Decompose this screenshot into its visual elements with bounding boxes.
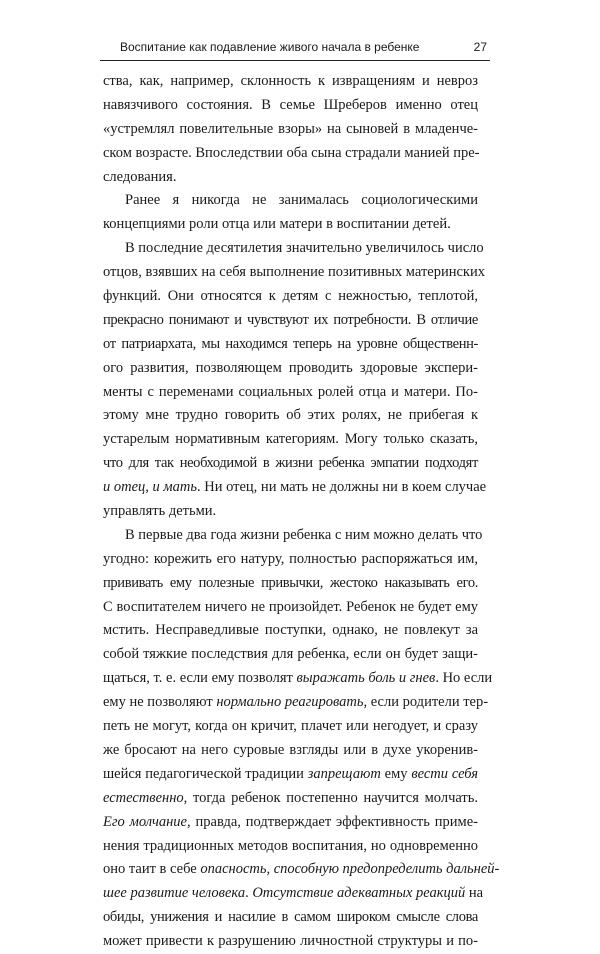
text-line (103, 572, 478, 596)
text-segment: шейся педагогической традиции (103, 765, 308, 782)
text-segment: прививать ему полезные привычки, жестоко наказывать его. (103, 574, 478, 591)
running-title: Воспитание как подавление живого начала в ребенке (120, 40, 420, 54)
text-segment: шее развитие человека (103, 885, 246, 902)
text-line (103, 237, 484, 261)
text-line (103, 596, 478, 620)
text-line (103, 930, 478, 954)
text-line (103, 548, 478, 572)
text-segment: этому мне трудно говорить об этих ролях, не прибегая к (103, 407, 478, 424)
text-segment: Отсутствие адекватных реакций (252, 885, 466, 902)
text-line (103, 906, 478, 930)
text-segment: функций. Они относятся к детям с нежностью, теплотой, (103, 288, 478, 305)
text-segment: на (465, 885, 484, 902)
running-header (100, 38, 490, 61)
text-segment: запрещают (307, 765, 381, 782)
text-segment: опасность, способную предопределить дальней- (200, 861, 500, 878)
text-segment: . (245, 885, 253, 902)
text-line (103, 381, 478, 405)
text-segment: ства, как, например, склонность к извращениям и невроз (103, 73, 478, 89)
text-segment: может привести к разрушению личностной структуры и по- (103, 933, 478, 950)
text-segment: устарелым нормативным категориям. Могу только сказать, (103, 431, 478, 448)
text-segment: В первые два года жизни ребенка с ним можно делать что (125, 526, 483, 543)
text-line (103, 142, 478, 166)
text-line (103, 619, 478, 643)
text-segment: собой тяжкие последствия для ребенка, если он будет защи- (103, 646, 478, 663)
text-line (103, 811, 478, 835)
text-line (103, 94, 478, 118)
text-segment: С воспитателем ничего не произойдет. Ребенок не будет ему (103, 598, 478, 615)
text-line (103, 882, 484, 906)
text-line (103, 787, 478, 811)
text-line (103, 118, 478, 142)
text-segment: , тогда ребенок постепенно научится молчать. (183, 789, 478, 806)
text-segment: , если родители тер- (363, 694, 489, 711)
text-segment: «устремлял повелительные взоры» на сыновей в младенче- (103, 120, 478, 137)
text-line (103, 524, 483, 548)
text-segment: концепциями роли отца или матери в воспитании детей. (103, 216, 451, 233)
text-line (103, 691, 489, 715)
text-line (103, 189, 478, 213)
text-segment: Его молчание (103, 813, 187, 830)
text-segment: выражать боль и гнев (296, 670, 436, 687)
text-segment: и отец, и мать (103, 479, 197, 496)
text-line (103, 715, 478, 739)
text-line (103, 763, 478, 787)
text-segment: ого развития, позволяющем проводить здоровые экспери- (103, 359, 478, 376)
text-segment: нормально реагировать (216, 694, 364, 711)
text-segment: же бросают на него суровые взгляды или в духе укоренив- (103, 741, 478, 758)
text-line (103, 166, 478, 190)
text-line (103, 739, 478, 763)
text-segment: обиды, унижения и насилие в самом широком смысле слова (103, 909, 478, 926)
text-line (103, 500, 478, 524)
text-segment: нения традиционных методов воспитания, но одновременно (103, 837, 478, 854)
text-line (103, 333, 478, 357)
text-segment: В последние десятилетия значительно увеличилось число (125, 240, 484, 257)
text-segment: прекрасно понимают и чувствуют их потребности. В отличие (103, 311, 478, 328)
text-segment: угодно: корежить его натуру, полностью распоряжаться им, (103, 550, 478, 567)
text-line (103, 428, 478, 452)
text-line (103, 452, 478, 476)
text-segment: менты с переменами социальных ролей отца и матери. По- (103, 383, 478, 400)
text-segment: . Но если (435, 670, 493, 687)
text-segment: щаться, т. е. если ему позволят (103, 670, 297, 687)
text-line (103, 476, 487, 500)
text-segment: вести себя (411, 765, 478, 782)
text-line (103, 667, 493, 691)
text-line (103, 858, 500, 882)
text-segment: , правда, подтверждает эффективность приме- (187, 813, 478, 830)
text-line (103, 309, 478, 333)
text-segment: оно таит в себе (103, 861, 201, 878)
text-segment: от патриархата, мы находимся теперь на уровне общественн- (103, 335, 478, 352)
text-segment: что для так необходимой в жизни ребенка эмпатии подходят (103, 455, 478, 472)
text-segment: . Ни отец, ни мать не должны ни в коем случае (196, 479, 487, 496)
text-segment: ему (380, 765, 412, 782)
text-segment: мстить. Несправедливые поступки, однако, не повлекут за (103, 622, 478, 639)
text-segment: управлять детьми. (103, 503, 217, 520)
text-segment: ему не позволяют (103, 694, 217, 711)
body-text (103, 70, 500, 954)
text-line (103, 643, 478, 667)
page-number: 27 (473, 40, 487, 54)
text-line (103, 835, 478, 859)
text-segment: навязчивого состояния. В семье Шреберов именно отец (103, 96, 478, 113)
text-line (103, 285, 478, 309)
text-segment: естественно (103, 789, 184, 806)
text-line (103, 261, 485, 285)
text-segment: петь не могут, когда он кричит, плачет или негодует, и сразу (103, 718, 478, 735)
text-segment: Ранее я никогда не занималась социологическими (125, 192, 478, 209)
text-line (103, 70, 478, 94)
text-segment: отцов, взявших на себя выполнение позитивных материнских (103, 264, 485, 281)
text-line (103, 357, 478, 381)
text-line (103, 213, 478, 237)
text-line (103, 404, 478, 428)
text-segment: следования. (103, 168, 177, 185)
text-segment: ском возрасте. Впоследствии оба сына страдали манией пре- (103, 144, 480, 161)
